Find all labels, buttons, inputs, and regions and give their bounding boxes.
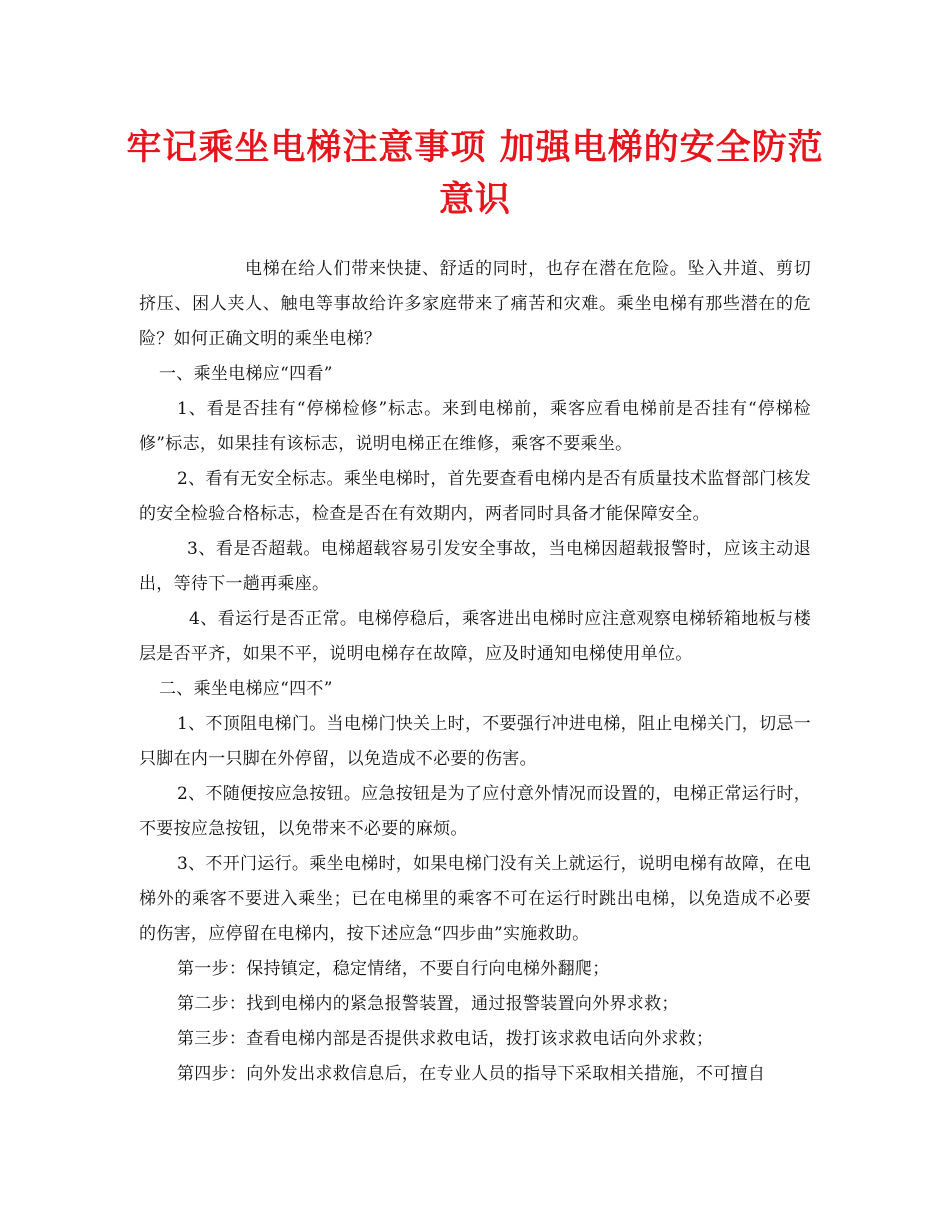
paragraph-not-1: 1、不顶阻电梯门。当电梯门快关上时，不要强行冲进电梯，阻止电梯关门，切忌一只脚在内一只脚在外停留，以免造成不必要的伤害。	[139, 714, 811, 769]
paragraph-step-1: 第一步：保持镇定，稳定情绪，不要自行向电梯外翻爬；	[177, 959, 610, 979]
paragraph-not-2: 2、不随便按应急按钮。应急按钮是为了应付意外情况而设置的，电梯正常运行时，不要按应急按钮，以免带来不必要的麻烦。	[139, 784, 811, 839]
paragraph-not-3: 3、不开门运行。乘坐电梯时，如果电梯门没有关上就运行，说明电梯有故障，在电梯外的乘客不要进入乘坐；已在电梯里的乘客不可在运行时跳出电梯，以免造成不必要的伤害，应停留在电梯内，按下述应急“四步曲”实施救助。	[139, 854, 811, 944]
paragraph-look-2: 2、看有无安全标志。乘坐电梯时，首先要查看电梯内是否有质量技术监督部门核发的安全检验合格标志，检查是否在有效期内，两者同时具备才能保障安全。	[139, 469, 811, 524]
paragraph-step-2: 第二步：找到电梯内的紧急报警装置，通过报警装置向外界求救；	[177, 994, 679, 1014]
document-body	[139, 252, 811, 1092]
paragraph-look-4: 4、看运行是否正常。电梯停稳后，乘客进出电梯时应注意观察电梯轿箱地板与楼层是否平齐，如果不平，说明电梯存在故障，应及时通知电梯使用单位。	[139, 609, 811, 664]
paragraph-step-4: 第四步：向外发出求救信息后，在专业人员的指导下采取相关措施，不可擅自	[177, 1064, 766, 1084]
document-title: 牢记乘坐电梯注意事项 加强电梯的安全防范意识	[126, 128, 824, 220]
intro-paragraph: 电梯在给人们带来快捷、舒适的同时，也存在潜在危险。坠入井道、剪切挤压、困人夹人、触电等事故给许多家庭带来了痛苦和灾难。乘坐电梯有那些潜在的危险？如何正确文明的乘坐电梯？	[139, 259, 811, 349]
section-heading-four-looks: 一、乘坐电梯应“四看”	[159, 364, 333, 384]
paragraph-step-3: 第三步：查看电梯内部是否提供求救电话，拨打该求救电话向外求救；	[177, 1029, 714, 1049]
section-heading-four-nots: 二、乘坐电梯应“四不”	[159, 679, 333, 699]
paragraph-look-1: 1、看是否挂有“停梯检修”标志。来到电梯前，乘客应看电梯前是否挂有“停梯检修”标志，如果挂有该标志，说明电梯正在维修，乘客不要乘坐。	[139, 399, 811, 454]
paragraph-look-3: 3、看是否超载。电梯超载容易引发安全事故，当电梯因超载报警时，应该主动退出，等待下一趟再乘座。	[139, 539, 811, 594]
